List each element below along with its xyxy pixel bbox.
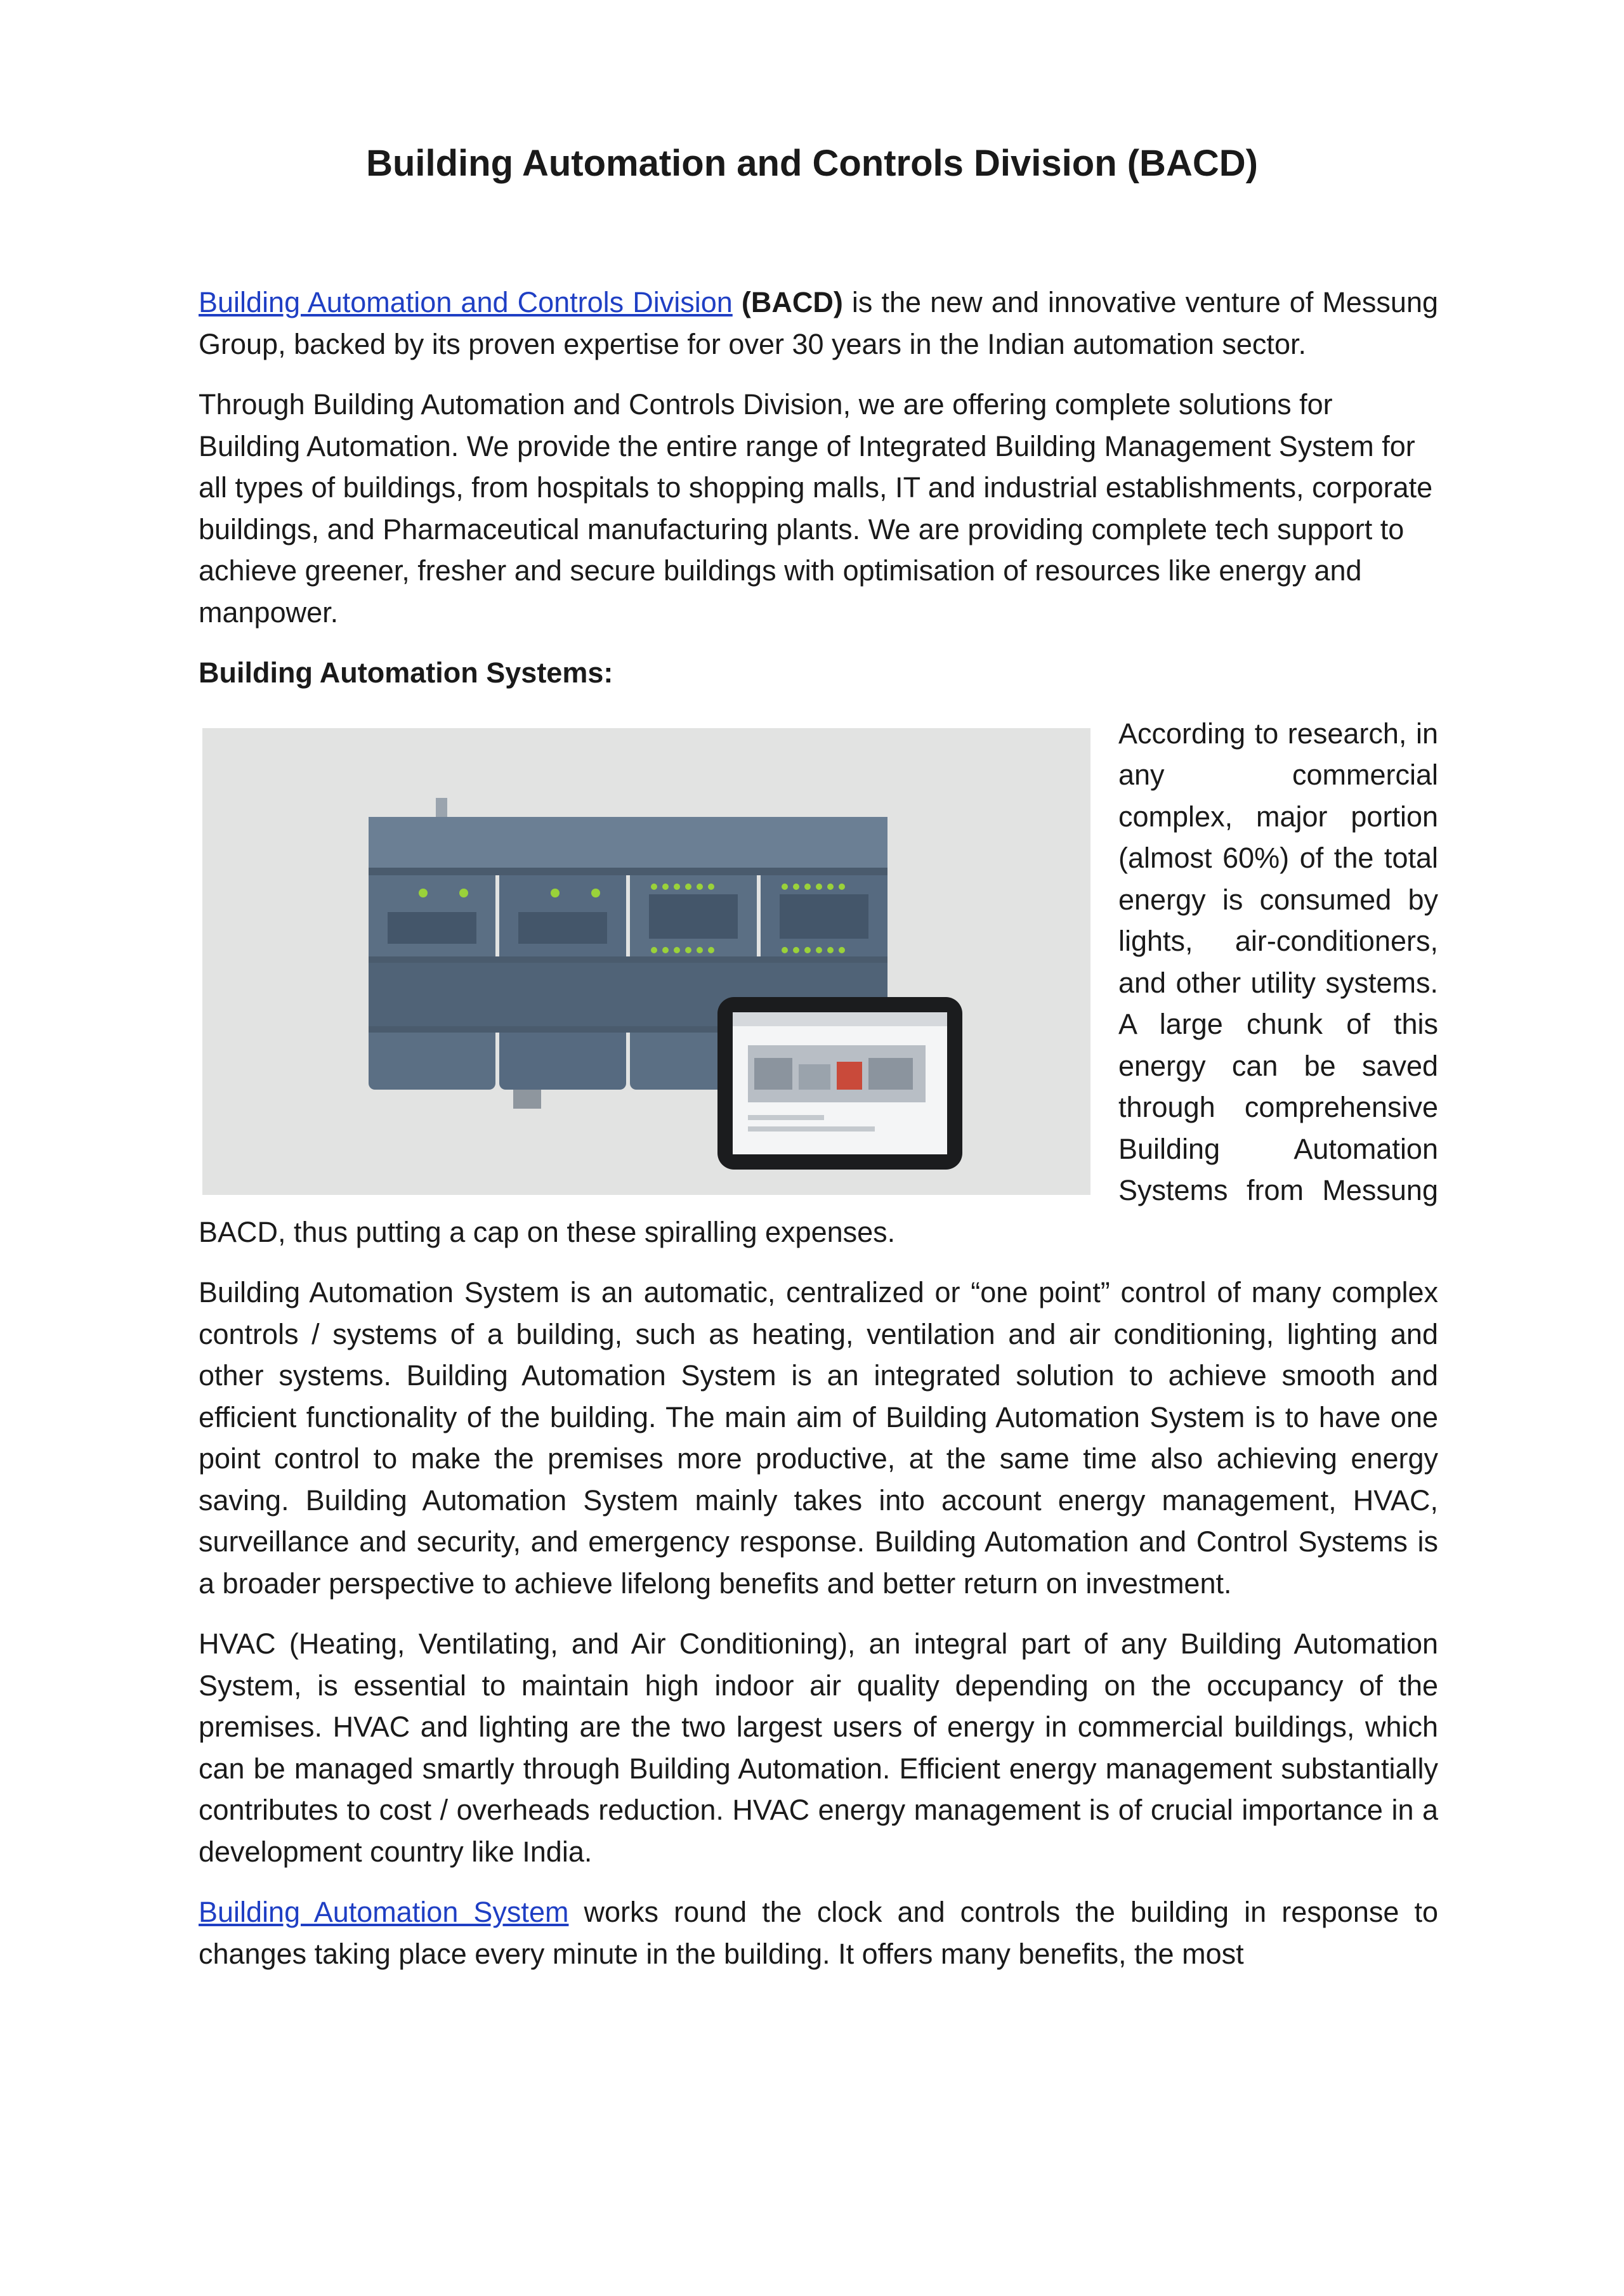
research-paragraph xyxy=(199,713,1438,1253)
controller-tablet-illustration xyxy=(202,728,1090,1195)
page-title: Building Automation and Controls Division (BACD) xyxy=(366,143,1258,184)
bacd-link[interactable]: Building Automation and Controls Division xyxy=(199,286,733,318)
bas-definition-paragraph: Building Automation System is an automatic, centralized or “one point” control of many complex controls / systems of a building, such as heating, ventilation and air conditioning, lighting and other systems. Building Automation System is an integrated solution to achieve smooth and efficient functionality of the building. The main aim of Building Automation System is to have one point control to make the premises more productive, at the same time also achieving energy saving. Building Automation System mainly takes into account energy management, HVAC, surveillance and security, and emergency response. Building Automation and Control Systems is a broader perspective to achieve lifelong benefits and better return on investment. xyxy=(199,1276,1438,1600)
tablet-device xyxy=(717,997,962,1170)
intro-text: is the new and innovative venture of Messung Group, backed by its proven expertise for over 30 years in the Indian automation sector. xyxy=(199,286,1439,360)
intro-paragraph xyxy=(199,282,1438,365)
research-text: According to research, in any commercial complex, major portion (almost 60%) of the total energy is consumed by lights, air-conditioners, and other utility systems. A large chunk of this energy can be saved through comprehensive Building Automation Systems from Messung BACD, thus putting a cap on these spiralling expenses. xyxy=(199,717,1438,1248)
section-heading: Building Automation Systems: xyxy=(199,656,613,689)
bas-link[interactable]: Building Automation System xyxy=(199,1896,569,1928)
bacd-abbreviation: (BACD) xyxy=(741,286,843,318)
hvac-paragraph: HVAC (Heating, Ventilating, and Air Conditioning), an integral part of any Building Automation System, is essential to maintain high indoor air quality depending on the occupancy of the premises. HVAC and lighting are the two largest users of energy in commercial buildings, which can be managed smartly through Building Automation. Efficient energy management substantially contributes to cost / overheads reduction. HVAC energy management is of crucial importance in a development country like India. xyxy=(199,1627,1438,1868)
document-body xyxy=(199,282,1438,1993)
controller-product-image xyxy=(202,728,1090,1195)
bas-benefits-text: works round the clock and controls the building in response to changes taking place every minute in the building. It offers many benefits, the most xyxy=(199,1896,1438,1970)
bas-benefits-paragraph xyxy=(199,1891,1438,1974)
solutions-paragraph: Through Building Automation and Controls Division, we are offering complete solutions for Building Automation. We provide the entire range of Integrated Building Management System for all types of buildings, from hospitals to shopping malls, IT and industrial establishments, corporate buildings, and Pharmaceutical manufacturing plants. We are providing complete tech support to achieve greener, fresher and secure buildings with optimisation of resources like energy and manpower. xyxy=(199,388,1433,629)
